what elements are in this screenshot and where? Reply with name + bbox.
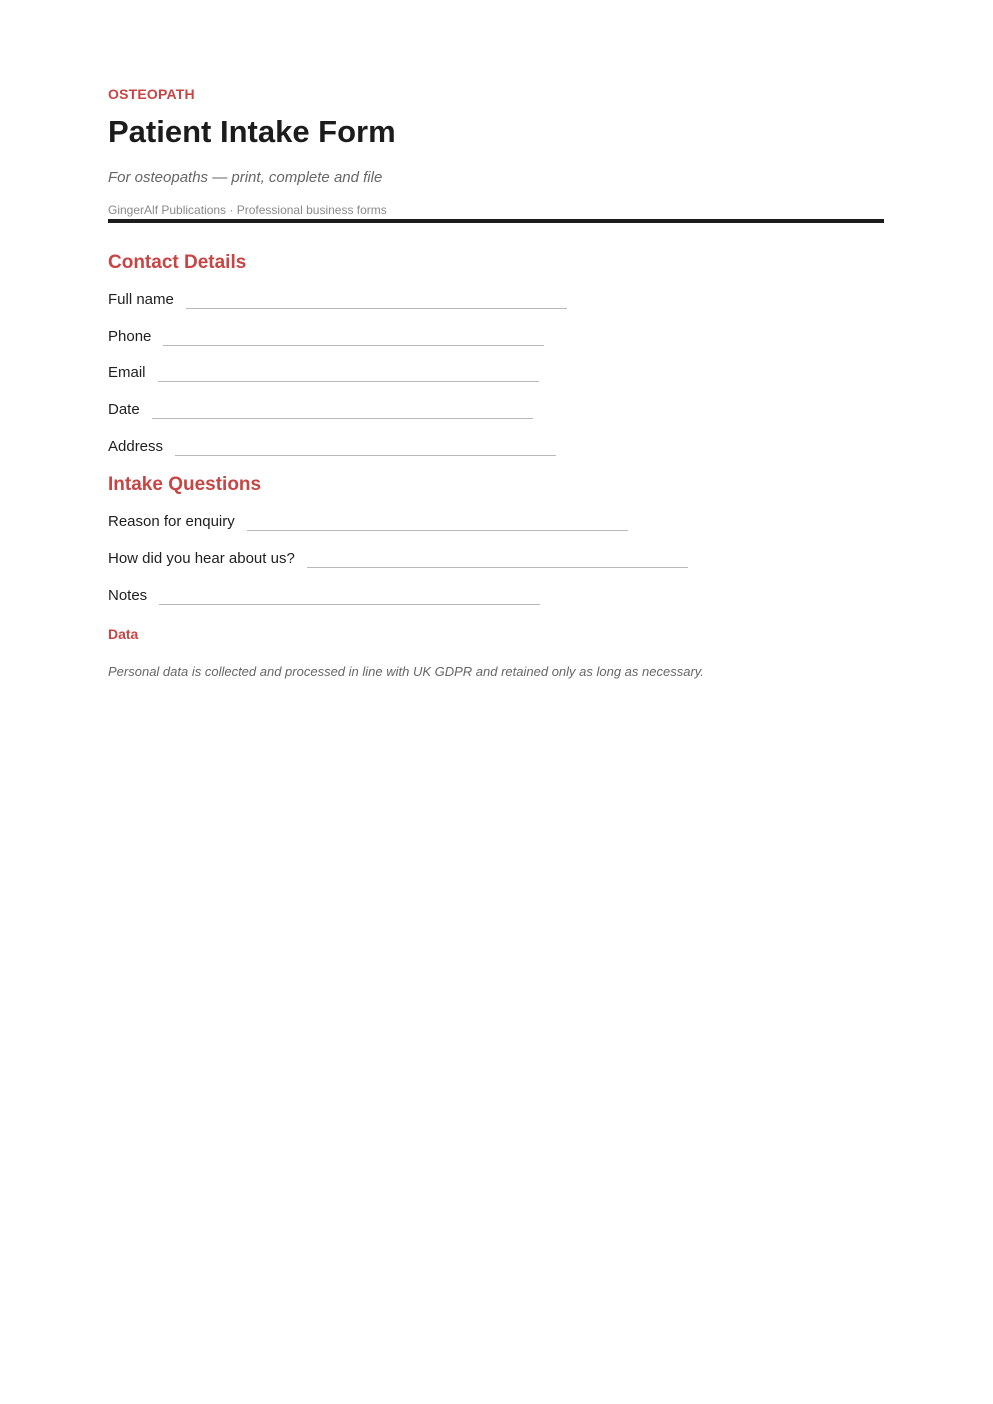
phone-input-line[interactable] — [163, 345, 544, 346]
reason-input-line[interactable] — [247, 530, 628, 531]
page-subtitle: For osteopaths — print, complete and file — [108, 169, 383, 186]
intake-questions-heading: Intake Questions — [108, 474, 262, 495]
address-input-line[interactable] — [175, 455, 556, 456]
address-field — [108, 434, 556, 456]
referral-source-label: How did you hear about us? — [108, 550, 295, 567]
page-title: Patient Intake Form — [108, 114, 396, 149]
data-heading: Data — [108, 626, 139, 642]
full-name-label: Full name — [108, 291, 174, 308]
full-name-field — [108, 287, 567, 309]
header-divider — [108, 219, 884, 223]
email-field — [108, 360, 539, 382]
phone-label: Phone — [108, 328, 152, 345]
data-notice-text: Personal data is collected and processed in line with UK GDPR and retained only as long as necessary. — [108, 664, 704, 679]
contact-details-heading: Contact Details — [108, 252, 247, 273]
notes-label: Notes — [108, 587, 148, 604]
reason-label: Reason for enquiry — [108, 513, 235, 530]
date-label: Date — [108, 401, 140, 418]
address-label: Address — [108, 438, 164, 455]
full-name-input-line[interactable] — [186, 308, 567, 309]
category-label: OSTEOPATH — [108, 86, 195, 102]
publisher-line: GingerAlf Publications · Professional business forms — [108, 203, 387, 217]
date-input-line[interactable] — [152, 418, 533, 419]
notes-input-line[interactable] — [159, 604, 540, 605]
email-input-line[interactable] — [158, 381, 539, 382]
notes-field — [108, 583, 540, 605]
phone-field — [108, 324, 544, 346]
referral-source-field — [108, 546, 688, 568]
reason-field — [108, 509, 628, 531]
email-label: Email — [108, 364, 146, 381]
date-field — [108, 397, 533, 419]
referral-source-input-line[interactable] — [307, 567, 688, 568]
